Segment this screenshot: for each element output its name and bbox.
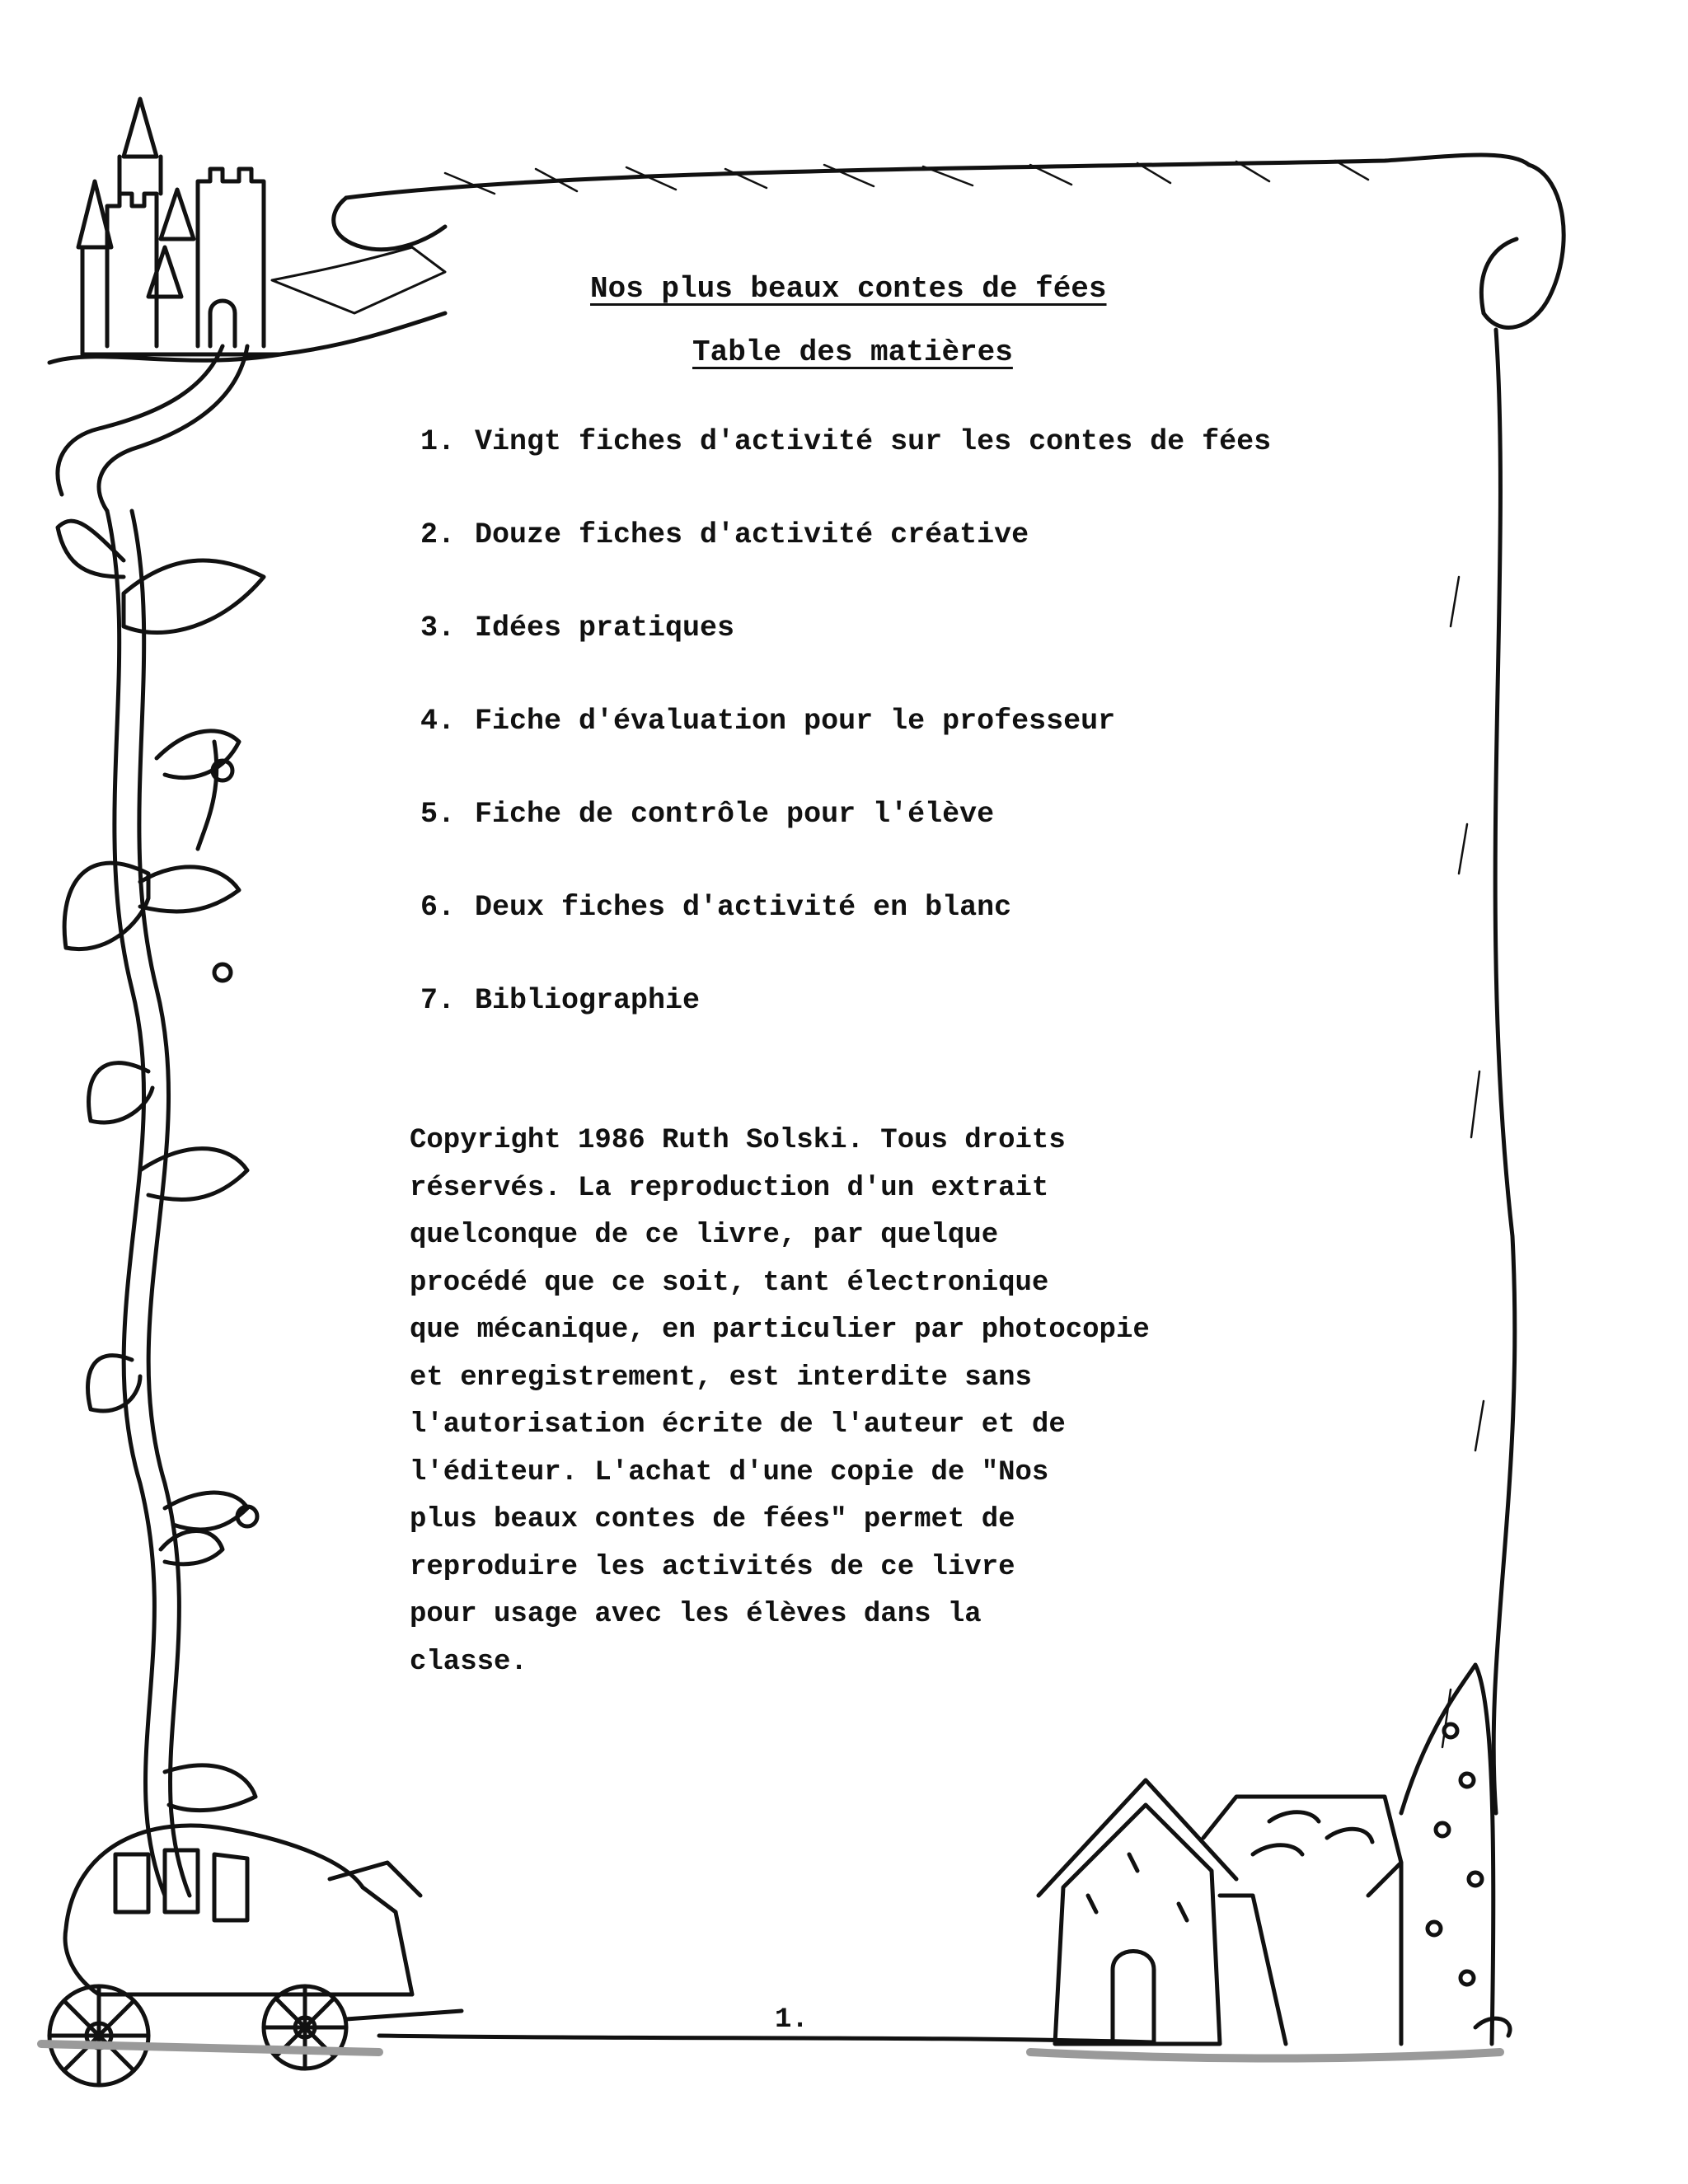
copyright-line: quelconque de ce livre, par quelque [410,1220,999,1251]
toc-item-number: 4. [420,705,456,738]
toc-item-number: 7. [420,984,456,1017]
toc-item-label: Deux fiches d'activité en blanc [475,891,1012,924]
toc-item [420,984,1271,1077]
copyright-line: plus beaux contes de fées" permet de [410,1504,1015,1535]
toc-item-label: Idées pratiques [475,612,735,644]
copyright-line: l'autorisation écrite de l'auteur et de [410,1409,1066,1441]
copyright-line: et enregistrement, est interdite sans [410,1361,1032,1394]
copyright-line: pour usage avec les élèves dans la [410,1599,982,1630]
copyright-notice [410,1118,1283,1686]
toc-item-label: Vingt fiches d'activité sur les contes de fées [475,425,1272,458]
document-title: Nos plus beaux contes de fées [590,272,1107,306]
copyright-line: classe. [410,1646,528,1678]
toc-item [420,798,1271,891]
copyright-line: l'éditeur. L'achat d'une copie de "Nos [410,1456,1049,1488]
toc-item [420,425,1271,518]
carriage-icon [41,1825,462,2085]
copyright-line: que mécanique, en particulier par photocopie [410,1315,1150,1346]
table-of-contents [420,425,1271,1077]
copyright-line: procédé que ce soit, tant électronique [410,1267,1049,1299]
toc-item [420,705,1271,798]
gingerbread-house-icon [1030,1665,1500,2059]
toc-item-number: 2. [420,518,456,551]
toc-item-label: Bibliographie [475,984,701,1017]
toc-item-number: 1. [420,425,456,458]
toc-item-number: 3. [420,612,456,644]
toc-item [420,891,1271,984]
beanstalk-icon [58,511,264,1896]
castle-icon [49,99,445,511]
toc-item-number: 6. [420,891,456,924]
copyright-line: réservés. La reproduction d'un extrait [410,1172,1049,1204]
toc-item [420,612,1271,705]
page-number: 1. [775,2004,809,2036]
toc-item-label: Fiche de contrôle pour l'élève [475,798,995,831]
toc-item [420,518,1271,612]
toc-item-label: Douze fiches d'activité créative [475,518,1029,551]
copyright-line: reproduire les activités de ce livre [410,1551,1015,1583]
copyright-line: Copyright 1986 Ruth Solski. Tous droits [410,1125,1066,1156]
toc-item-label: Fiche d'évaluation pour le professeur [475,705,1116,738]
toc-heading: Table des matières [692,335,1013,369]
toc-item-number: 5. [420,798,456,831]
